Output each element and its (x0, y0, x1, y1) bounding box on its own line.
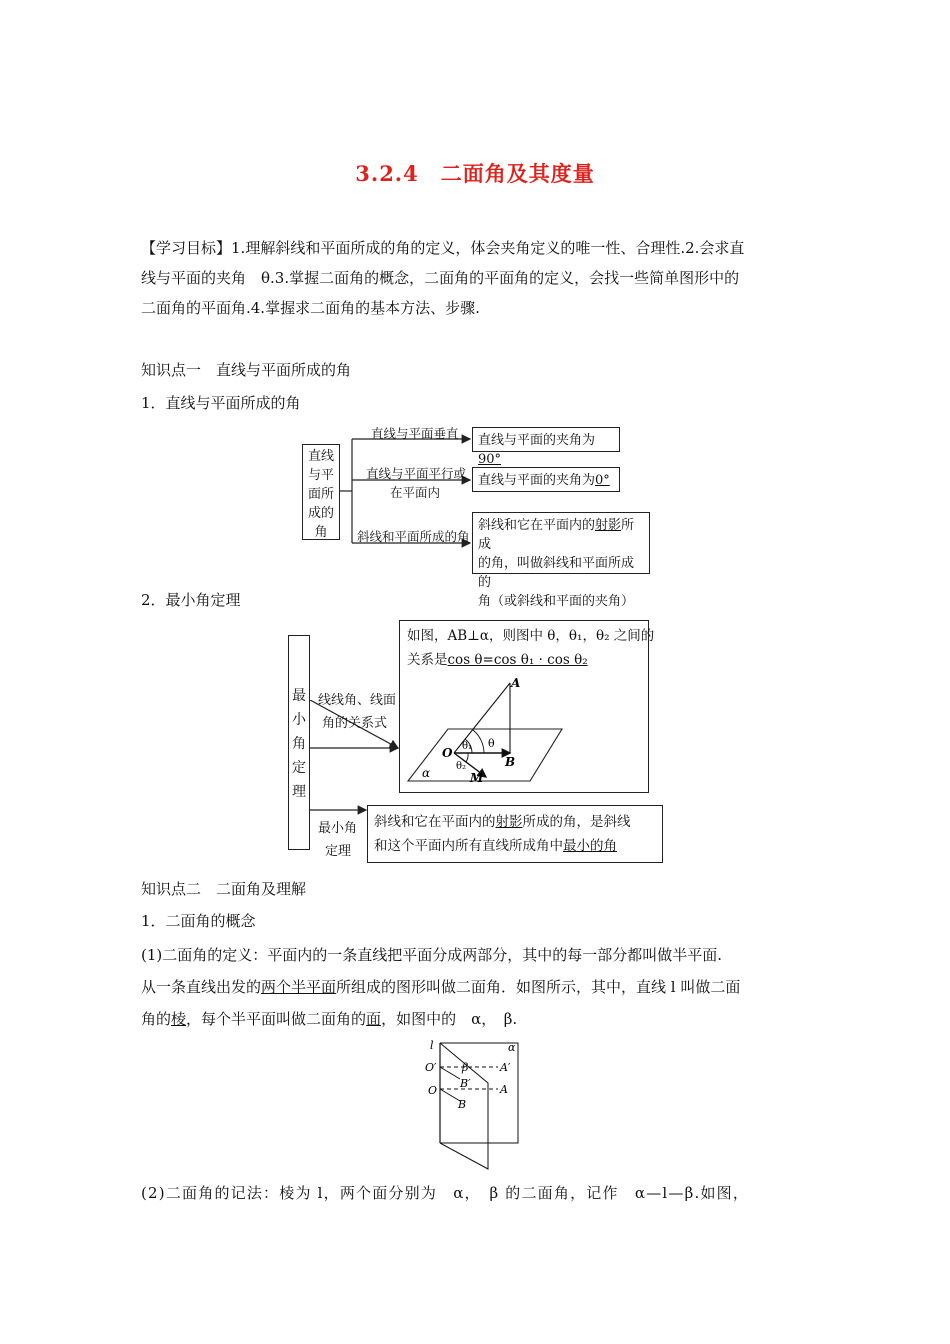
label-beta: β (462, 1061, 469, 1074)
diagram2-top-text (407, 624, 654, 672)
relation-line: 关系是 (407, 652, 448, 668)
definition-line: 所组成的图形叫做二面角．如图所示，其中，直线 l 叫做二面 (336, 978, 741, 996)
label-alpha: α (508, 1041, 516, 1054)
diagram1-left-box (302, 444, 340, 540)
objectives (141, 233, 744, 323)
label-M: M (470, 771, 484, 785)
diagram2-left-text: 角 (292, 736, 306, 752)
objectives-label: 【学习目标】 (141, 239, 232, 257)
diagram1-left-text: 直线 (307, 449, 334, 464)
diagram1-edge2: 直线与平面平行或 (366, 466, 467, 481)
label-A: A (511, 676, 521, 690)
definition-key: 面 (366, 1010, 382, 1028)
definition-line: ，如图中的 α， β. (381, 1010, 518, 1028)
theorem-key: 最小的角 (563, 838, 617, 854)
relation-line: 如图，AB⊥α，则图中 θ，θ₁，θ₂ 之间的 (407, 628, 655, 644)
label-B-prime: B′ (460, 1077, 471, 1090)
label-alpha: α (422, 766, 431, 780)
objectives-line: 二面角的平面角.4.掌握求二面角的基本方法、步骤. (141, 299, 480, 317)
result-value: 90° (478, 452, 502, 467)
result-text: 直线与平面的夹角为 (478, 433, 596, 448)
label-B: B (458, 1098, 467, 1111)
theorem-text: 所成的角，是斜线 (522, 814, 631, 830)
definition-line: (1)二面角的定义：平面内的一条直线把平面分成两部分，其中的每一部分都叫做半平面. (141, 946, 723, 964)
definition-line: 角的 (141, 1010, 172, 1028)
label-theta: θ (488, 737, 495, 750)
diagram2-edge1: 线线角、线面 (318, 693, 397, 708)
definition-key: 棱 (171, 1010, 187, 1028)
label-A-prime: A′ (500, 1061, 511, 1074)
diagram1-result2 (472, 467, 620, 492)
label-O: O (442, 746, 453, 760)
kp1-sub2: 2．最小角定理 (141, 591, 241, 609)
result-text: 的角，叫做斜线和平面所成的 (478, 556, 635, 590)
definition-line: ，每个半平面叫做二面角的 (186, 1010, 367, 1028)
diagram1-left-text: 面所 (307, 487, 334, 502)
kp2-heading: 知识点二 二面角及理解 (141, 880, 307, 898)
diagram2-figure (400, 671, 648, 791)
theorem-key: 射影 (495, 814, 523, 830)
diagram2-edge2: 定理 (325, 844, 352, 859)
diagram2-left-text: 最 (292, 688, 306, 704)
result-value: 0° (595, 473, 610, 488)
diagram1-result3 (472, 512, 650, 609)
diagram1-edge1: 直线与平面垂直 (371, 426, 459, 441)
result-value: 射影 (595, 518, 622, 533)
diagram2-bottom-box (367, 805, 663, 863)
diagram2-top-box (399, 620, 655, 793)
kp2-definition (141, 940, 740, 1034)
result-text: 直线与平面的夹角为 (478, 473, 596, 488)
diagram2-left-box (288, 635, 310, 850)
result-text: 所成 (478, 518, 635, 552)
label-theta1: θ₁ (462, 741, 473, 752)
diagram1-edge3: 斜线和平面所成的角 (357, 529, 470, 544)
definition-line: 从一条直线出发的 (141, 978, 262, 996)
label-O: O (428, 1084, 438, 1097)
diagram2-left-text: 定 (292, 760, 306, 776)
result-text: 斜线和它在平面内的 (478, 518, 596, 533)
theorem-text: 斜线和它在平面内的 (374, 814, 496, 830)
diagram2-left-text: 理 (292, 784, 306, 800)
kp2-notation: (2)二面角的记法：棱为 l，两个面分别为 α， β 的二面角，记作 α—l—β.如图， (141, 1184, 750, 1202)
definition-key: 两个半平面 (261, 978, 337, 996)
diagram2-edge2: 最小角 (318, 821, 358, 836)
label-l: l (430, 1039, 434, 1052)
objectives-line: 线与平面的夹角 θ.3.掌握二面角的概念，二面角的平面角的定义，会找一些简单图形中的 (141, 269, 740, 287)
label-theta2: θ₂ (456, 761, 467, 772)
diagram1-left-text: 成的 (307, 506, 334, 521)
diagram1-left-text: 与平 (307, 468, 334, 483)
diagram1-edge2: 在平面内 (390, 485, 441, 500)
objectives-line: 1.理解斜线和平面所成的角的定义，体会夹角定义的唯一性、合理性.2.会求直 (231, 239, 745, 257)
theorem-text: 和这个平面内所有直线所成角中 (374, 838, 563, 854)
label-B: B (505, 755, 516, 769)
diagram2-edge1: 角的关系式 (322, 716, 388, 731)
dihedral-angle-figure (420, 1035, 530, 1175)
diagram1-result1 (472, 427, 620, 467)
result-text: 角（或斜线和平面的夹角） (478, 594, 635, 609)
page-title: 3.2.4 二面角及其度量 (355, 161, 595, 186)
relation-formula: cos θ=cos θ₁ · cos θ₂ (447, 652, 588, 668)
kp2-sub1: 1．二面角的概念 (141, 912, 256, 930)
diagram1-left-text: 角 (314, 525, 328, 540)
label-A: A (500, 1083, 508, 1096)
kp1-sub1: 1．直线与平面所成的角 (141, 394, 301, 412)
label-O-prime: O′ (425, 1061, 437, 1074)
diagram2-left-text: 小 (292, 712, 306, 728)
kp1-heading: 知识点一 直线与平面所成的角 (141, 361, 352, 379)
